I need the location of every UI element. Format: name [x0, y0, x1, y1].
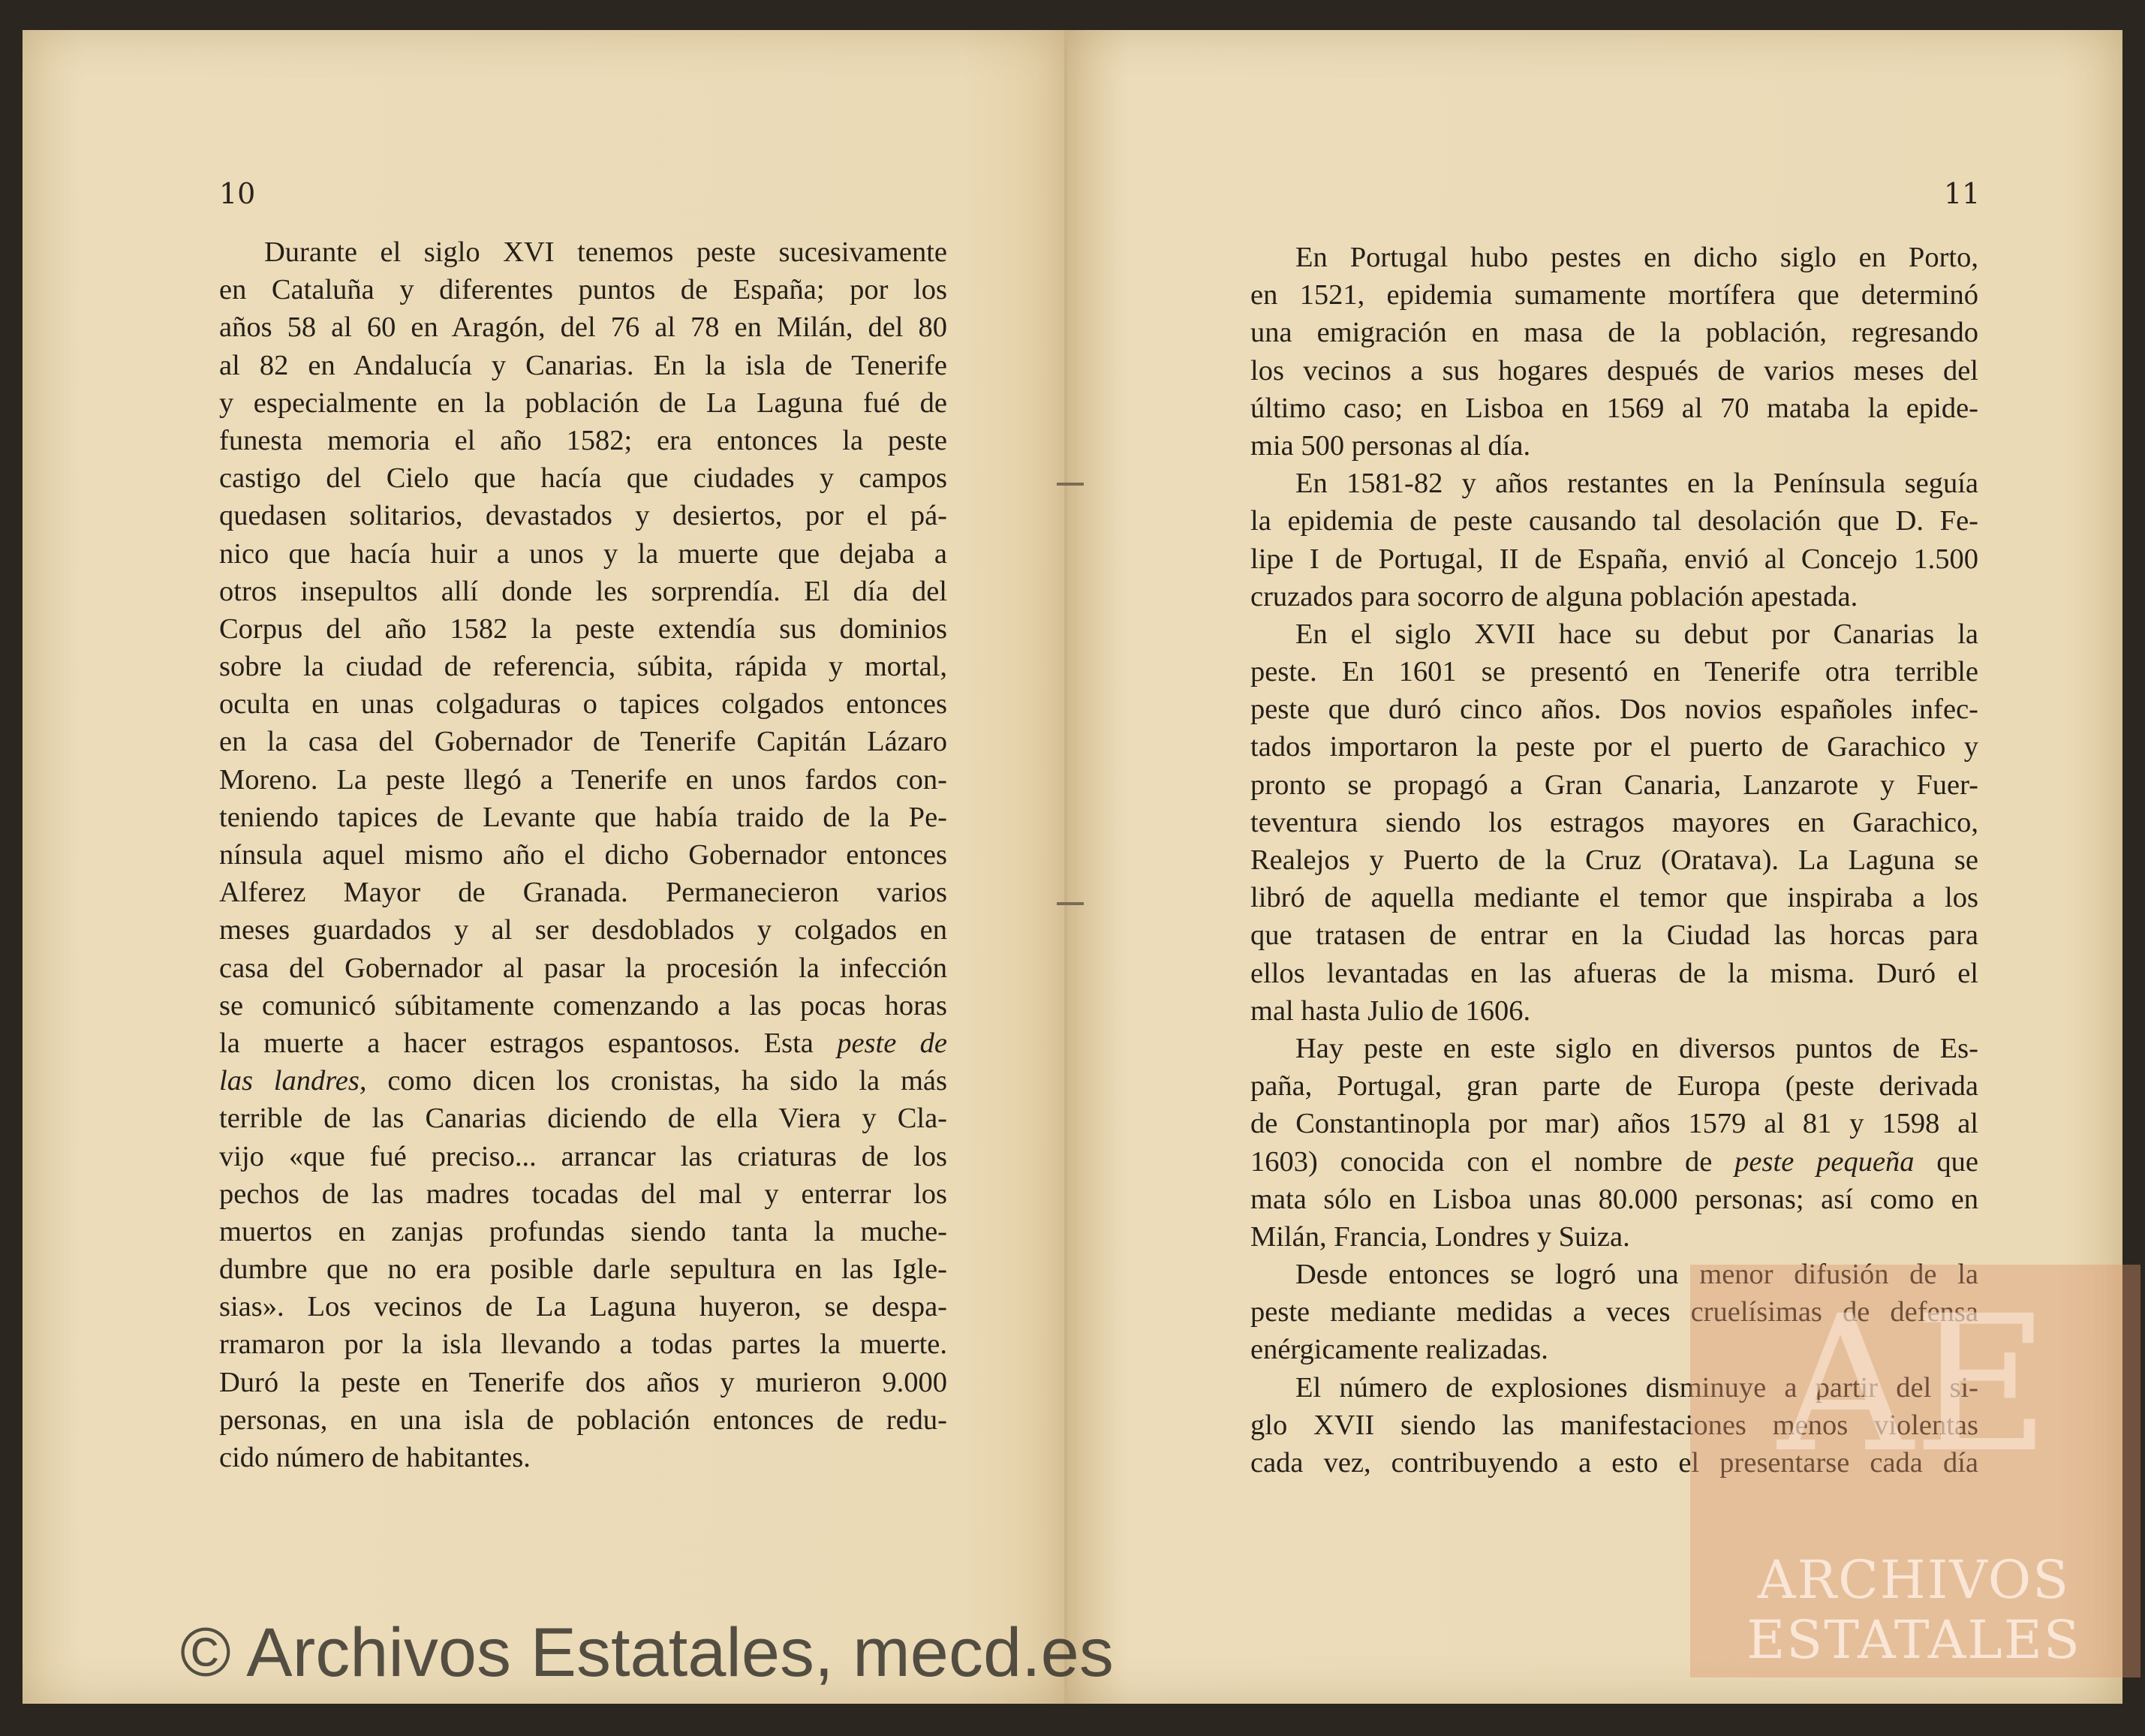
text-line — [219, 1325, 947, 1363]
line-text: mata sólo en Lisboa unas 80.000 personas; así como en — [1250, 1183, 1978, 1215]
line-text: ellos levantadas en las afueras de la misma. Duró el — [1250, 957, 1978, 989]
line-text: tados importaron la peste por el puerto de Garachico y — [1250, 731, 1978, 763]
text-line — [219, 685, 947, 723]
text-line — [1250, 352, 1978, 390]
line-text: que — [1914, 1145, 1978, 1178]
text-line — [219, 836, 947, 874]
line-text: paña, Portugal, gran parte de Europa (peste derivada — [1250, 1070, 1978, 1103]
text-line — [219, 949, 947, 987]
line-text: muertos en zanjas profundas siendo tanta la muche- — [219, 1215, 947, 1247]
text-line — [1250, 465, 1978, 502]
text-line — [1250, 239, 1978, 276]
line-text: En 1581-82 y años restantes en la Península seguía — [1295, 468, 1978, 500]
line-text: la muerte a hacer estragos espantosos. Esta — [219, 1027, 838, 1059]
copyright-watermark: © Archivos Estatales, mecd.es — [180, 1614, 1114, 1691]
text-line — [1250, 841, 1978, 879]
line-text: una emigración en masa de la población, regresando — [1250, 317, 1978, 349]
line-text: castigo del Cielo que hacía que ciudades y campos — [219, 462, 947, 495]
line-text: En el siglo XVII hace su debut por Canarias la — [1295, 618, 1978, 650]
line-text: Desde entonces se logró una menor difusión de la — [1295, 1259, 1978, 1291]
line-text: oculta en unas colgaduras o tapices colgados entonces — [219, 688, 947, 721]
left-page-body — [219, 233, 947, 1476]
line-text: Corpus del año 1582 la peste extendía sus dominios — [219, 612, 947, 645]
text-line — [1250, 578, 1978, 615]
line-text: mal hasta Julio de 1606. — [1250, 994, 1531, 1027]
line-text: Milán, Francia, Londres y Suiza. — [1250, 1220, 1630, 1253]
text-line — [1250, 1105, 1978, 1142]
text-line — [1250, 1181, 1978, 1218]
text-line — [1250, 1030, 1978, 1067]
line-text: pechos de las madres tocadas del mal y enterrar los — [219, 1178, 947, 1210]
text-line — [219, 384, 947, 422]
line-text: glo XVII siendo las manifestaciones menos violentas — [1250, 1409, 1978, 1441]
text-line — [1250, 1067, 1978, 1105]
text-line — [219, 1175, 947, 1213]
text-line — [219, 1288, 947, 1325]
text-line — [1250, 879, 1978, 916]
text-line — [219, 347, 947, 384]
line-text: como dicen los cronistas, ha sido la más — [366, 1065, 947, 1097]
line-text: cada vez, contribuyendo a esto el presentarse cada día — [1250, 1447, 1978, 1479]
italic-text: peste de — [837, 1027, 947, 1059]
line-text: y especialmente en la población de La Laguna fué de — [219, 387, 947, 419]
line-text: El número de explosiones disminuye a partir del si- — [1295, 1371, 1978, 1404]
line-text: teventura siendo los estragos mayores en Garachico, — [1250, 806, 1978, 838]
stamp-text-archivos: ARCHIVOS — [1757, 1549, 2071, 1611]
text-line — [1250, 427, 1978, 465]
line-text: Alferez Mayor de Granada. Permanecieron varios — [219, 877, 947, 909]
line-text: pronto se propagó a Gran Canaria, Lanzarote y Fuer- — [1250, 769, 1978, 801]
text-line — [1250, 1218, 1978, 1256]
line-text: teniendo tapices de Levante que había traido de la Pe- — [219, 801, 947, 833]
line-text: los vecinos a sus hogares después de varios meses del — [1250, 354, 1978, 387]
line-text: Moreno. La peste llegó a Tenerife en unos fardos con- — [219, 763, 947, 796]
italic-text: las landres, — [219, 1065, 367, 1097]
text-line — [219, 1364, 947, 1401]
line-text: sias». Los vecinos de La Laguna huyeron, se despa- — [219, 1291, 947, 1323]
line-text: dumbre que no era posible darle sepultura en las Igle- — [219, 1253, 947, 1286]
text-line — [1250, 540, 1978, 578]
line-text: en Cataluña y diferentes puntos de España; por los — [219, 274, 947, 306]
line-text: personas, en una isla de población entonces de redu- — [219, 1404, 947, 1436]
text-line — [219, 610, 947, 648]
line-text: en la casa del Gobernador de Tenerife Capitán Lázaro — [219, 726, 947, 758]
line-text: cido número de habitantes. — [219, 1442, 531, 1473]
text-line — [219, 911, 947, 949]
line-text: otros insepultos allí donde les sorprendía. El día del — [219, 575, 947, 607]
line-text: en 1521, epidemia sumamente mortífera que determinó — [1250, 279, 1978, 311]
stamp-monogram: AE — [1777, 1275, 2050, 1494]
text-line — [219, 1024, 947, 1062]
line-text: terrible de las Canarias diciendo de ella Viera y Cla- — [219, 1103, 947, 1135]
text-line — [1250, 728, 1978, 766]
line-text: sobre la ciudad de referencia, súbita, rápida y mortal, — [219, 651, 947, 683]
line-text: años 58 al 60 en Aragón, del 76 al 78 en Milán, del 80 — [219, 311, 947, 344]
line-text: peste mediante medidas a veces cruelísimas de defensa — [1250, 1296, 1978, 1328]
text-line — [219, 573, 947, 610]
text-line — [1250, 916, 1978, 954]
line-text: que tratasen de entrar en la Ciudad las horcas para — [1250, 919, 1978, 952]
line-text: meses guardados y al ser desdoblados y colgados en — [219, 914, 947, 946]
text-line — [219, 535, 947, 573]
text-line — [219, 1062, 947, 1100]
book-gutter — [1064, 30, 1067, 1704]
text-line — [219, 459, 947, 497]
text-line — [219, 271, 947, 308]
text-line — [219, 422, 947, 459]
line-text: cruzados para socorro de alguna población apestada. — [1250, 580, 1858, 612]
line-text: Hay peste en este siglo en diversos puntos de Es- — [1295, 1032, 1978, 1064]
text-line — [1250, 955, 1978, 992]
line-text: quedasen solitarios, devastados y desiertos, por el pá- — [219, 500, 947, 532]
line-text: se comunicó súbitamente comenzando a las pocas horas — [219, 989, 947, 1021]
line-text: nínsula aquel mismo año el dicho Gobernador entonces — [219, 839, 947, 871]
fold-mark — [1057, 902, 1084, 905]
text-line — [219, 1100, 947, 1137]
line-text: peste. En 1601 se presentó en Tenerife otra terrible — [1250, 656, 1978, 688]
page-number-right: 11 — [1944, 177, 1981, 210]
line-text: al 82 en Andalucía y Canarias. En la isla de Tenerife — [219, 349, 947, 381]
fold-mark — [1057, 483, 1084, 486]
text-line — [1250, 653, 1978, 690]
text-line — [219, 799, 947, 836]
line-text: lipe I de Portugal, II de España, envió al Concejo 1.500 — [1250, 543, 1978, 575]
text-line — [219, 874, 947, 911]
line-text: funesta memoria el año 1582; era entonces la peste — [219, 424, 947, 456]
line-text: Durante el siglo XVI tenemos peste sucesivamente — [264, 236, 947, 268]
text-line — [219, 233, 947, 271]
text-line — [1250, 1143, 1978, 1181]
line-text: 1603) conocida con el nombre de — [1250, 1145, 1735, 1178]
line-text: nico que hacía huir a unos y la muerte que dejaba a — [219, 537, 947, 570]
text-line — [1250, 766, 1978, 804]
text-line — [219, 987, 947, 1024]
line-text: casa del Gobernador al pasar la procesión la infección — [219, 952, 947, 984]
line-text: libró de aquella mediante el temor que inspiraba a los — [1250, 882, 1978, 914]
page-number-left: 10 — [219, 177, 256, 210]
text-line — [1250, 690, 1978, 728]
line-text: enérgicamente realizadas. — [1250, 1334, 1548, 1366]
text-line — [1250, 615, 1978, 653]
line-text: En Portugal hubo pestes en dicho siglo en Porto, — [1295, 242, 1978, 273]
line-text: rramaron por la isla llevando a todas partes la muerte. — [219, 1328, 947, 1361]
stamp-text-estatales: ESTATALES — [1746, 1609, 2081, 1671]
line-text: Duró la peste en Tenerife dos años y murieron 9.000 — [219, 1366, 947, 1398]
line-text: la epidemia de peste causando tal desolación que D. Fe- — [1250, 505, 1978, 537]
text-line — [1250, 804, 1978, 841]
text-line — [1250, 314, 1978, 351]
text-line — [1250, 276, 1978, 314]
line-text: vijo «que fué preciso... arrancar las criaturas de los — [219, 1140, 947, 1172]
text-line — [219, 308, 947, 346]
text-line — [219, 1138, 947, 1175]
text-line — [1250, 390, 1978, 427]
line-text: último caso; en Lisboa en 1569 al 70 mataba la epide- — [1250, 392, 1978, 424]
line-text: mia 500 personas al día. — [1250, 429, 1531, 462]
text-line — [219, 761, 947, 799]
line-text: Realejos y Puerto de la Cruz (Oratava). La Laguna se — [1250, 844, 1978, 876]
line-text: peste que duró cinco años. Dos novios españoles infec- — [1250, 693, 1978, 726]
text-line — [219, 1213, 947, 1250]
text-line — [219, 723, 947, 760]
text-line — [1250, 502, 1978, 540]
italic-text: peste pequeña — [1734, 1145, 1915, 1178]
line-text: de Constantinopla por mar) años 1579 al 81 y 1598 al — [1250, 1108, 1978, 1140]
text-line — [219, 648, 947, 685]
text-line — [219, 1439, 947, 1476]
text-line — [219, 1250, 947, 1288]
text-line — [1250, 992, 1978, 1030]
text-line — [219, 1401, 947, 1439]
text-line — [219, 497, 947, 534]
